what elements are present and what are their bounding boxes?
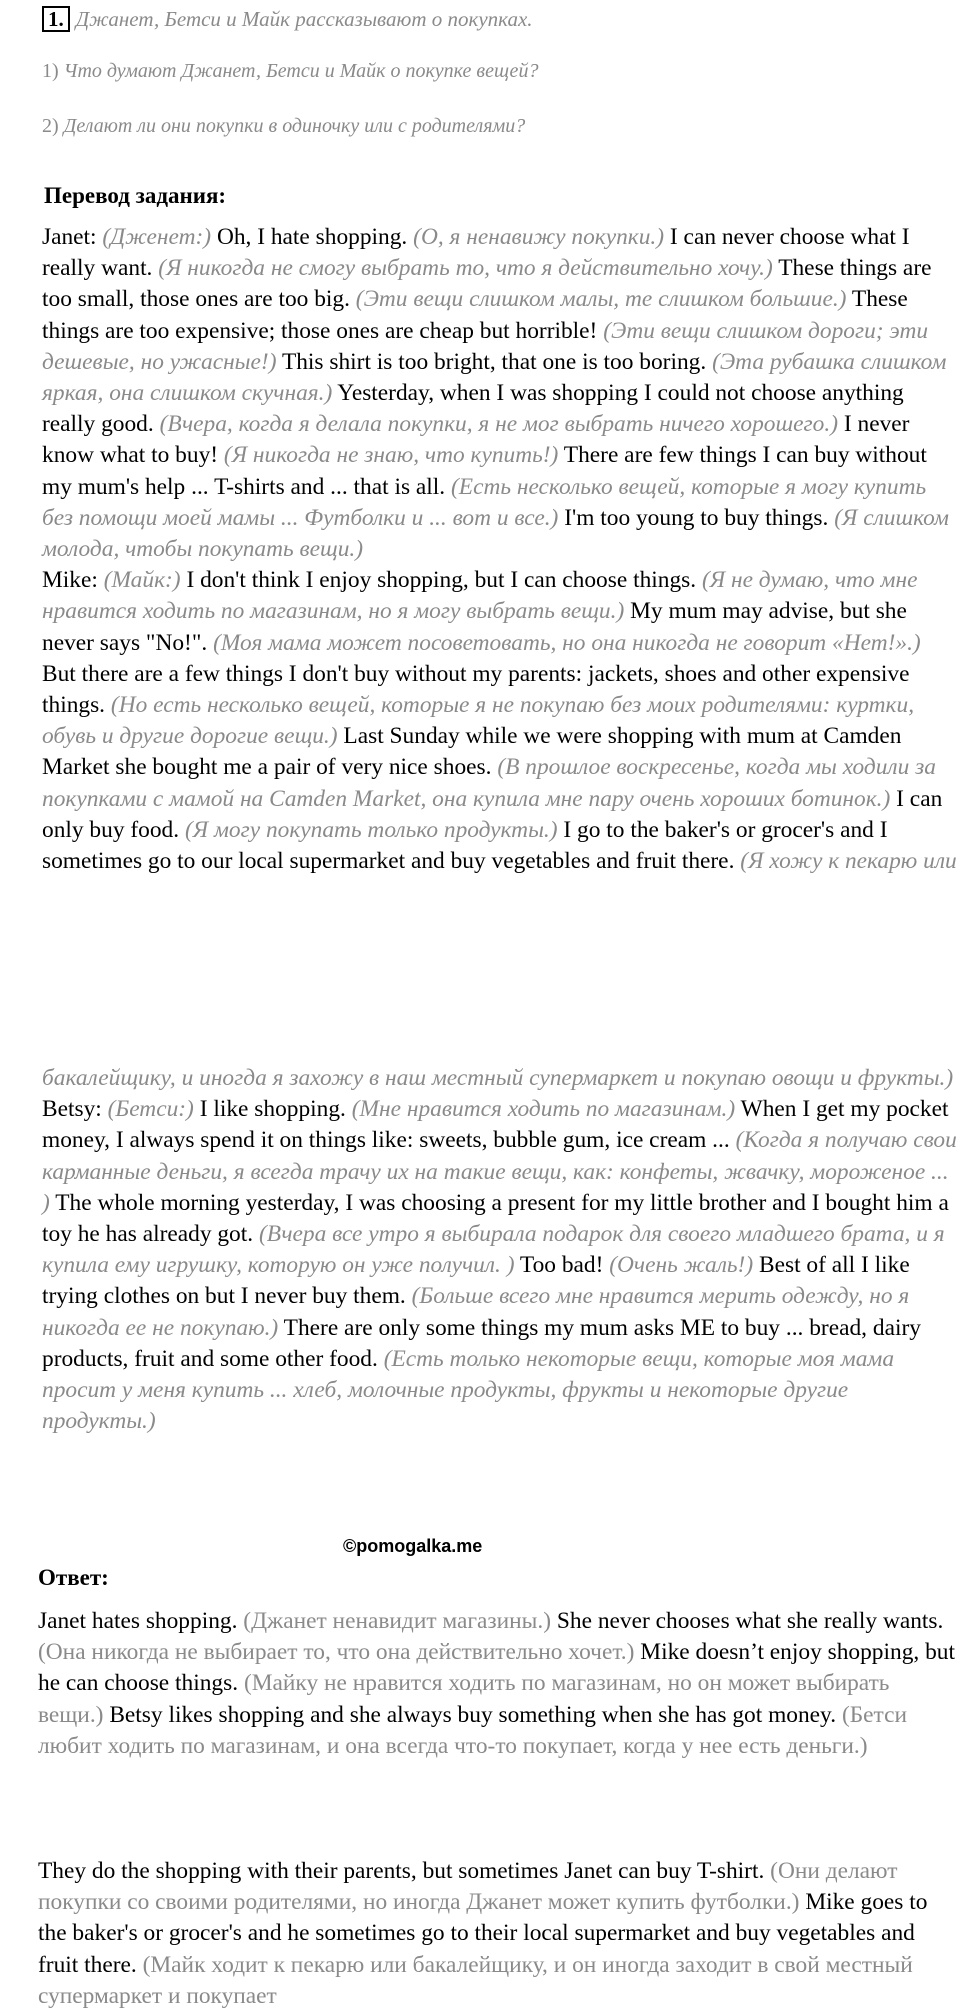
answer-paragraph-1: Janet hates shopping. (Джанет ненавидит магазины.) She never chooses what she really wants. (Она никогда не выбирает то, что она действительно хочет.) Mike doesn’t enjoy shopping, but he can choose things. (Майку не нравится ходить по магазинам, но он может выбирать вещи.) Betsy likes shopping and she always buy something when she has got money. (Бетси любит ходить по магазинам, и она всегда что-то покупает, когда у нее есть деньги.) <box>38 1608 955 1759</box>
janet-paragraph: Janet: (Дженет:) Oh, I hate shopping. (О, я ненавижу покупки.) I can never choose what I really want. (Я никогда не смогу выбрать то, что я действительно хочу.) These things are too small, those ones are too big. (Эти вещи слишком малы, те слишком большие.) These things are too expensive; those ones are cheap but horrible! (Эти вещи слишком дороги; эти дешевые, но ужасные!) This shirt is too bright, that one is too boring. (Эта рубашка слишком яркая, она слишком скучная.) Yesterday, when I was shopping I could not choose anything really good. (Вчера, когда я делала покупки, я не мог выбрать ничего хорошего.) I never know what to buy! (Я никогда не знаю, что купить!) There are few things I can buy without my mum's help ... T-shirts and ... that is all. (Есть несколько вещей, которые я могу купить без помощи моей мамы ... Футболки и ... вот и все.) I'm too young to buy things. (Я слишком молода, чтобы покупать вещи.) <box>42 224 949 563</box>
answer-text-2 <box>38 1856 960 2012</box>
task-header <box>42 6 533 32</box>
betsy-paragraph: Betsy: (Бетси:) I like shopping. (Мне нравится ходить по магазинам.) When I get my pocket money, I always spend it on things like: sweets, bubble gum, ice cream ... (Когда я получаю свои карманные деньги, я всегда трачу их на такие вещи, как: конфеты, жвачку, мороженое ... ) The whole morning yesterday, I was choosing a present for my little brother and I bought him a toy he has already got. (Вчера все утро я выбирала подарок для своего младшего брата, и я купила ему игрушку, которую он уже получил. ) Too bad! (Очень жаль!) Best of all I like trying clothes on but I never buy them. (Больше всего мне нравится мерить одежду, но я никогда ее не покупаю.) There are only some things my mum asks ME to buy ... bread, dairy products, fruit and some other food. (Есть только некоторые вещи, которые моя мама просит у меня купить ... хлеб, молочные продукты, фрукты и некоторые другие продукты.) <box>42 1096 957 1435</box>
task-number: 1. <box>42 6 70 32</box>
mike-paragraph: Mike: (Майк:) I don't think I enjoy shopping, but I can choose things. (Я не думаю, что мне нравится ходить по магазинам, но я могу выбрать вещи.) My mum may advise, but she never says "No!". (Моя мама может посоветовать, но она никогда не говорит «Нет!».) But there are a few things I don't buy without my parents: jackets, shoes and other expensive things. (Но есть несколько вещей, которые я не покупаю без моих родителями: куртки, обувь и другие дорогие вещи.) Last Sunday while we were shopping with mum at Camden Market she bought me a pair of very nice shoes. (В прошлое воскресенье, когда мы ходили за покупками с мамой на Camden Market, она купила мне пару очень хороших ботинок.) I can only buy food. (Я могу покупать только продукты.) I go to the baker's or grocer's and I sometimes go to our local supermarket and buy vegetables and fruit there. (Я хожу к пекарю или <box>42 567 957 875</box>
translation-text-continued <box>42 1063 960 1437</box>
answer-text <box>38 1606 960 1762</box>
question-1: 1) Что думают Джанет, Бетси и Майк о покупке вещей? <box>42 60 539 82</box>
translation-text <box>42 222 960 877</box>
watermark: ©pomogalka.me <box>343 1536 483 1556</box>
answer-heading: Ответ: <box>38 1565 109 1590</box>
answer-paragraph-2: They do the shopping with their parents, but sometimes Janet can buy T-shirt. (Они делают покупки со своими родителями, но иногда Джанет может купить футболки.) Mike goes to the baker's or grocer's and he sometimes go to their local supermarket and buy vegetables and fruit there. (Майк ходит к пекарю или бакалейщику, и он иногда заходит в свой местный супермаркет и покупает <box>38 1858 928 2009</box>
mike-paragraph-continued: бакалейщику, и иногда я захожу в наш местный супермаркет и покупаю овощи и фрукты.) <box>42 1065 954 1091</box>
question-2: 2) Делают ли они покупки в одиночку или с родителями? <box>42 115 526 137</box>
task-title: Джанет, Бетси и Майк рассказывают о покупках. <box>75 7 533 31</box>
translation-heading: Перевод задания: <box>44 183 227 208</box>
